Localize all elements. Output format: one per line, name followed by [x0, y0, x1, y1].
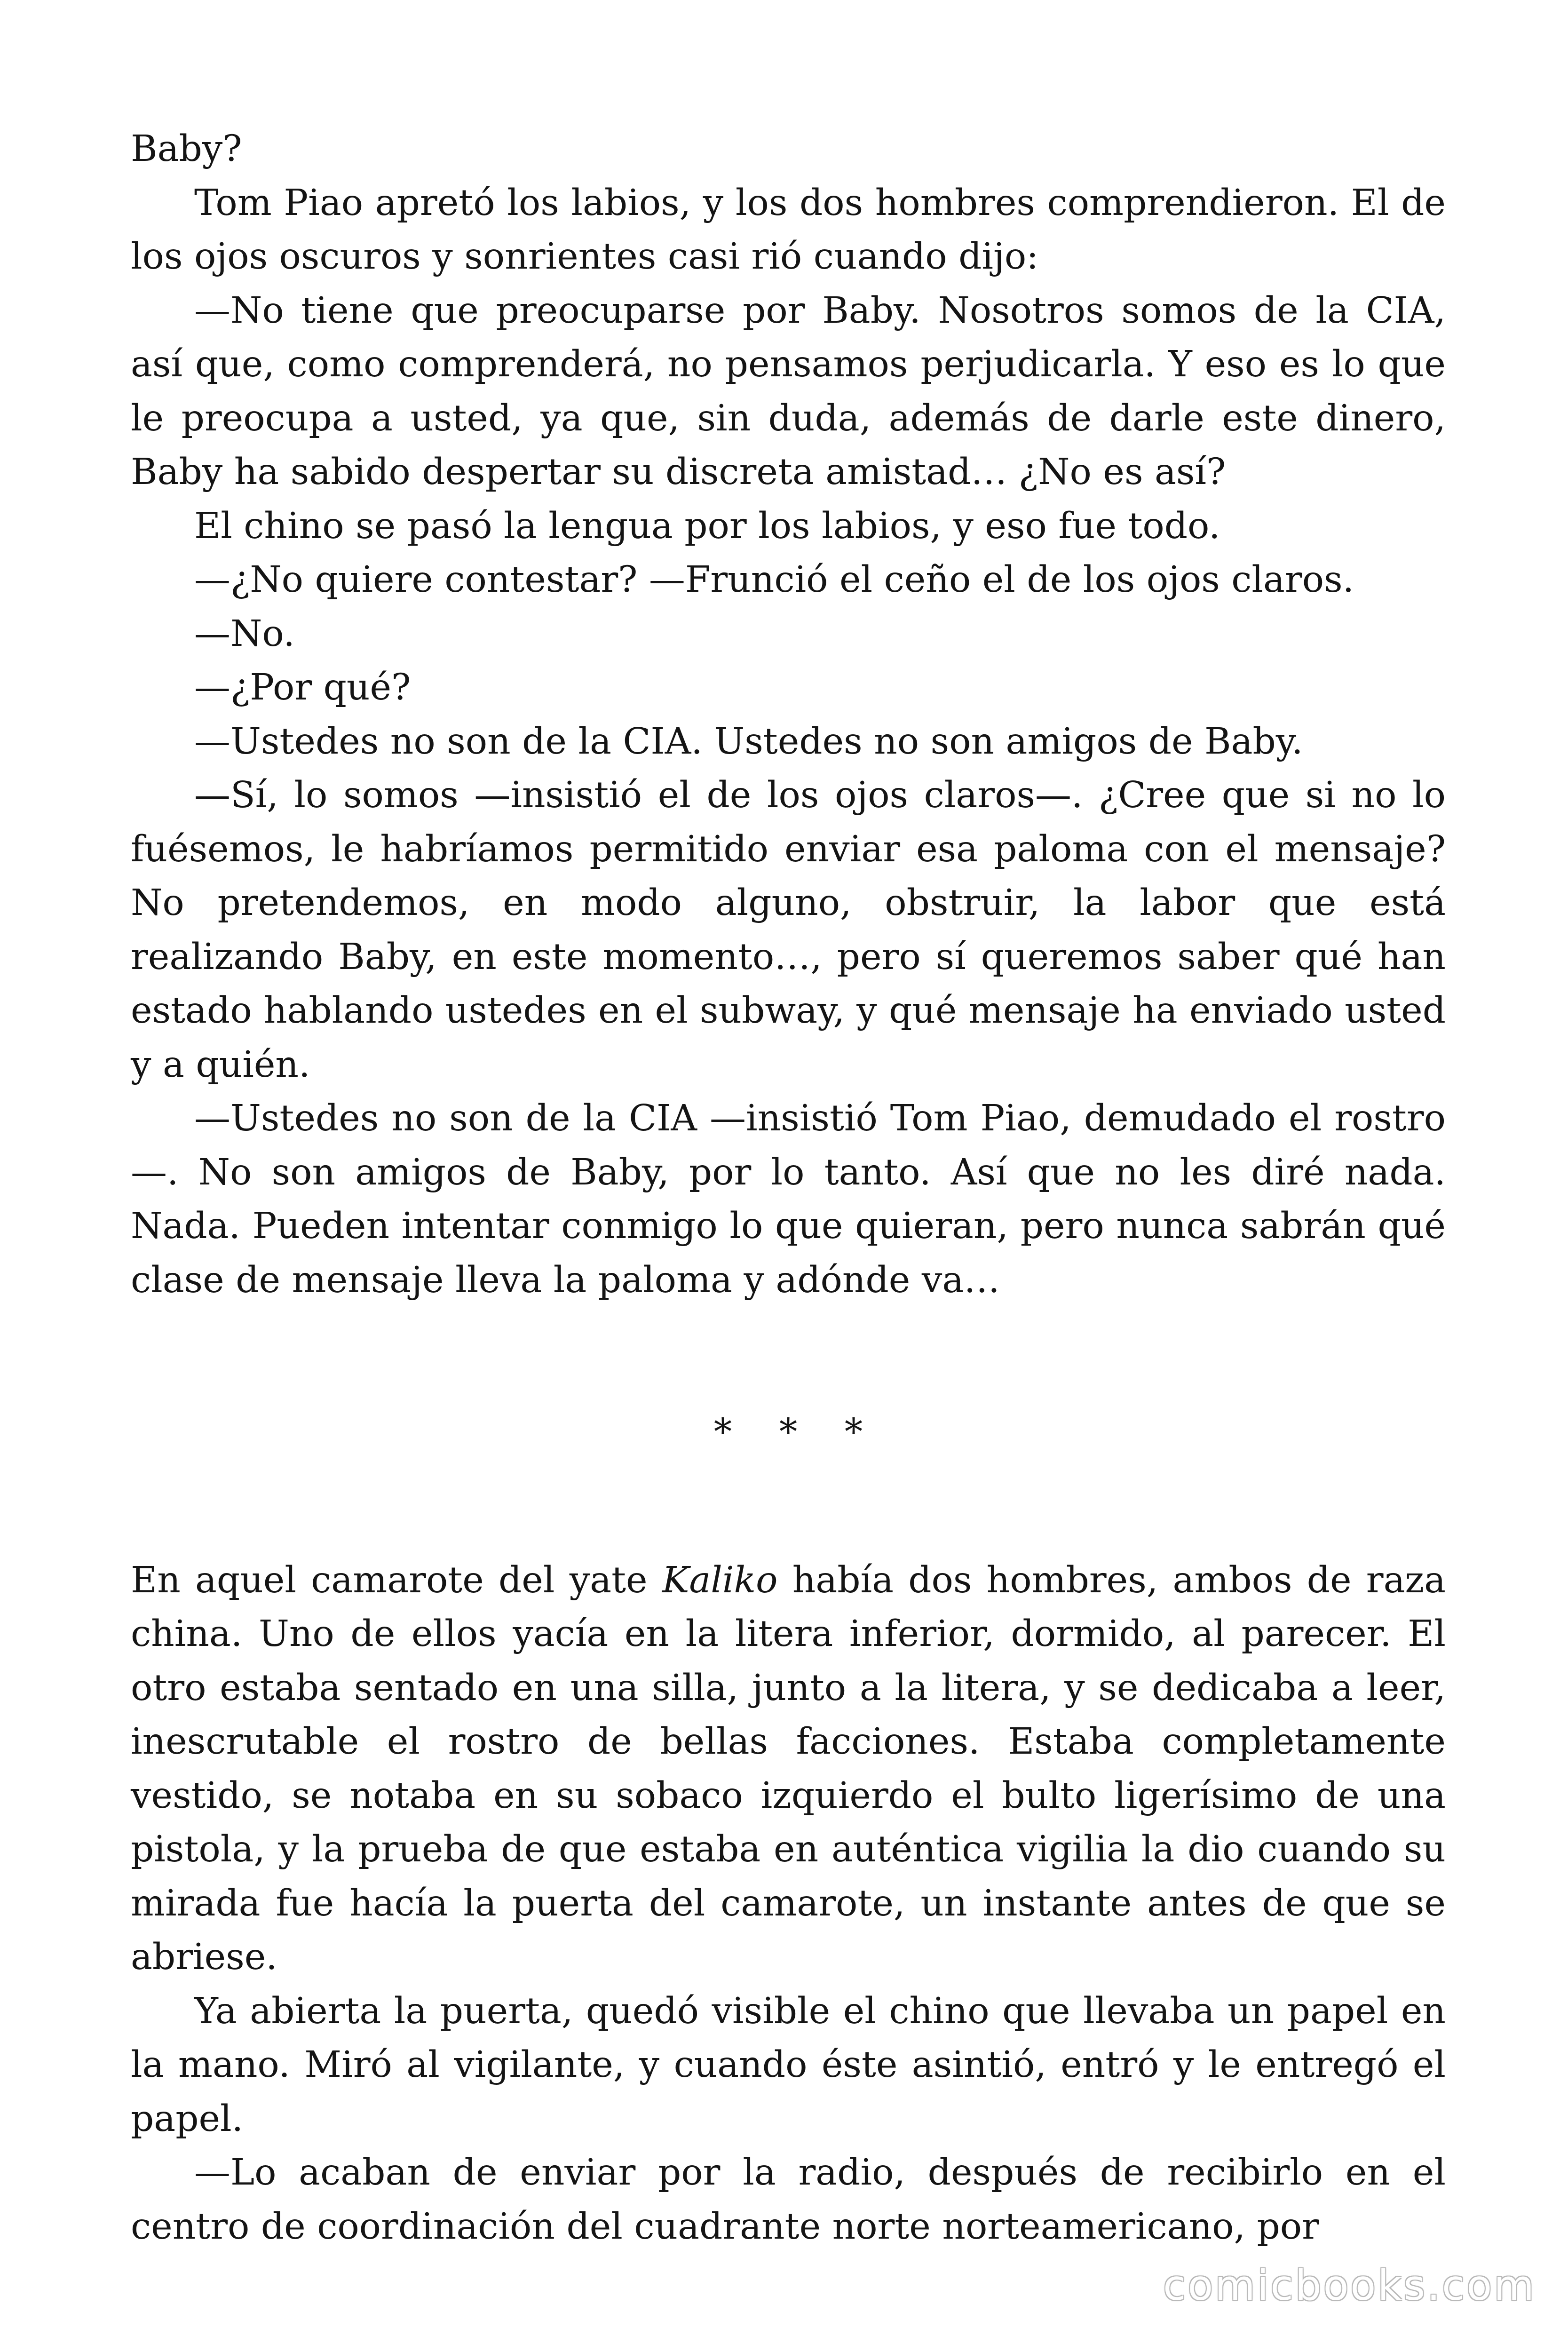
- paragraph: —Lo acaban de enviar por la radio, después de recibirlo en el centro de coordinación del cuadrante norte norteamericano, por: [131, 2152, 1446, 2248]
- paragraph: —No.: [194, 612, 295, 655]
- paragraph: El chino se pasó la lengua por los labios, y eso fue todo.: [194, 505, 1220, 547]
- section-gap: [131, 1460, 1446, 1554]
- book-page: [131, 122, 1446, 2254]
- paragraph: —¿No quiere contestar? —Frunció el ceño el de los ojos claros.: [194, 559, 1354, 601]
- paragraph: Baby?: [131, 128, 242, 170]
- paragraph: Tom Piao apretó los labios, y los dos hombres comprendieron. El de los ojos oscuros y sonrientes casi rió cuando dijo:: [131, 182, 1446, 278]
- ship-name: Kaliko: [662, 1559, 778, 1601]
- paragraph: —¿Por qué?: [194, 667, 411, 708]
- paragraph: Ya abierta la puerta, quedó visible el chino que llevaba un papel en la mano. Miró al vigilante, y cuando éste asintió, entró y le entregó el papel.: [131, 1990, 1446, 2140]
- text-run: En aquel camarote del yate: [131, 1559, 662, 1601]
- text-run: había dos hombres, ambos de raza china. Uno de ellos yacía en la litera inferior, dormido, al parecer. El otro estaba sentado en una silla, junto a la litera, y se dedicaba a leer, inescrutable el rostro de bellas facciones. Estaba completamente vestido, se notaba en su sobaco izquierdo el bulto ligerísimo de una pistola, y la prueba de que estaba en auténtica vigilia la dio cuando su mirada fue hacía la puerta del camarote, un instante antes de que se abriese.: [131, 1559, 1446, 1978]
- section-gap: [131, 1307, 1446, 1406]
- paragraph: —Ustedes no son de la CIA. Ustedes no son amigos de Baby.: [194, 720, 1303, 763]
- paragraph: —Ustedes no son de la CIA —insistió Tom Piao, demudado el rostro—. No son amigos de Baby, por lo tanto. Así que no les diré nada. Nada. Pueden intentar conmigo lo que quieran, pero nunca sabrán qué clase de mensaje lleva la paloma y adónde va…: [131, 1097, 1446, 1301]
- watermark: comicbooks.com: [1163, 2261, 1536, 2310]
- paragraph: —No tiene que preocuparse por Baby. Nosotros somos de la CIA, así que, como comprenderá, no pensamos perjudicarla. Y eso es lo que le preocupa a usted, ya que, sin duda, además de darle este dinero, Baby ha sabido despertar su discreta amistad… ¿No es así?: [131, 289, 1446, 493]
- paragraph: —Sí, lo somos —insistió el de los ojos claros—. ¿Cree que si no lo fuésemos, le habríamos permitido enviar esa paloma con el mensaje? No pretendemos, en modo alguno, obstruir, la labor que está realizando Baby, en este momento…, pero sí queremos saber qué han estado hablando ustedes en el subway, y qué mensaje ha enviado usted y a quién.: [131, 774, 1446, 1086]
- paragraph: [131, 1554, 1446, 1985]
- section-separator: * * *: [713, 1411, 881, 1453]
